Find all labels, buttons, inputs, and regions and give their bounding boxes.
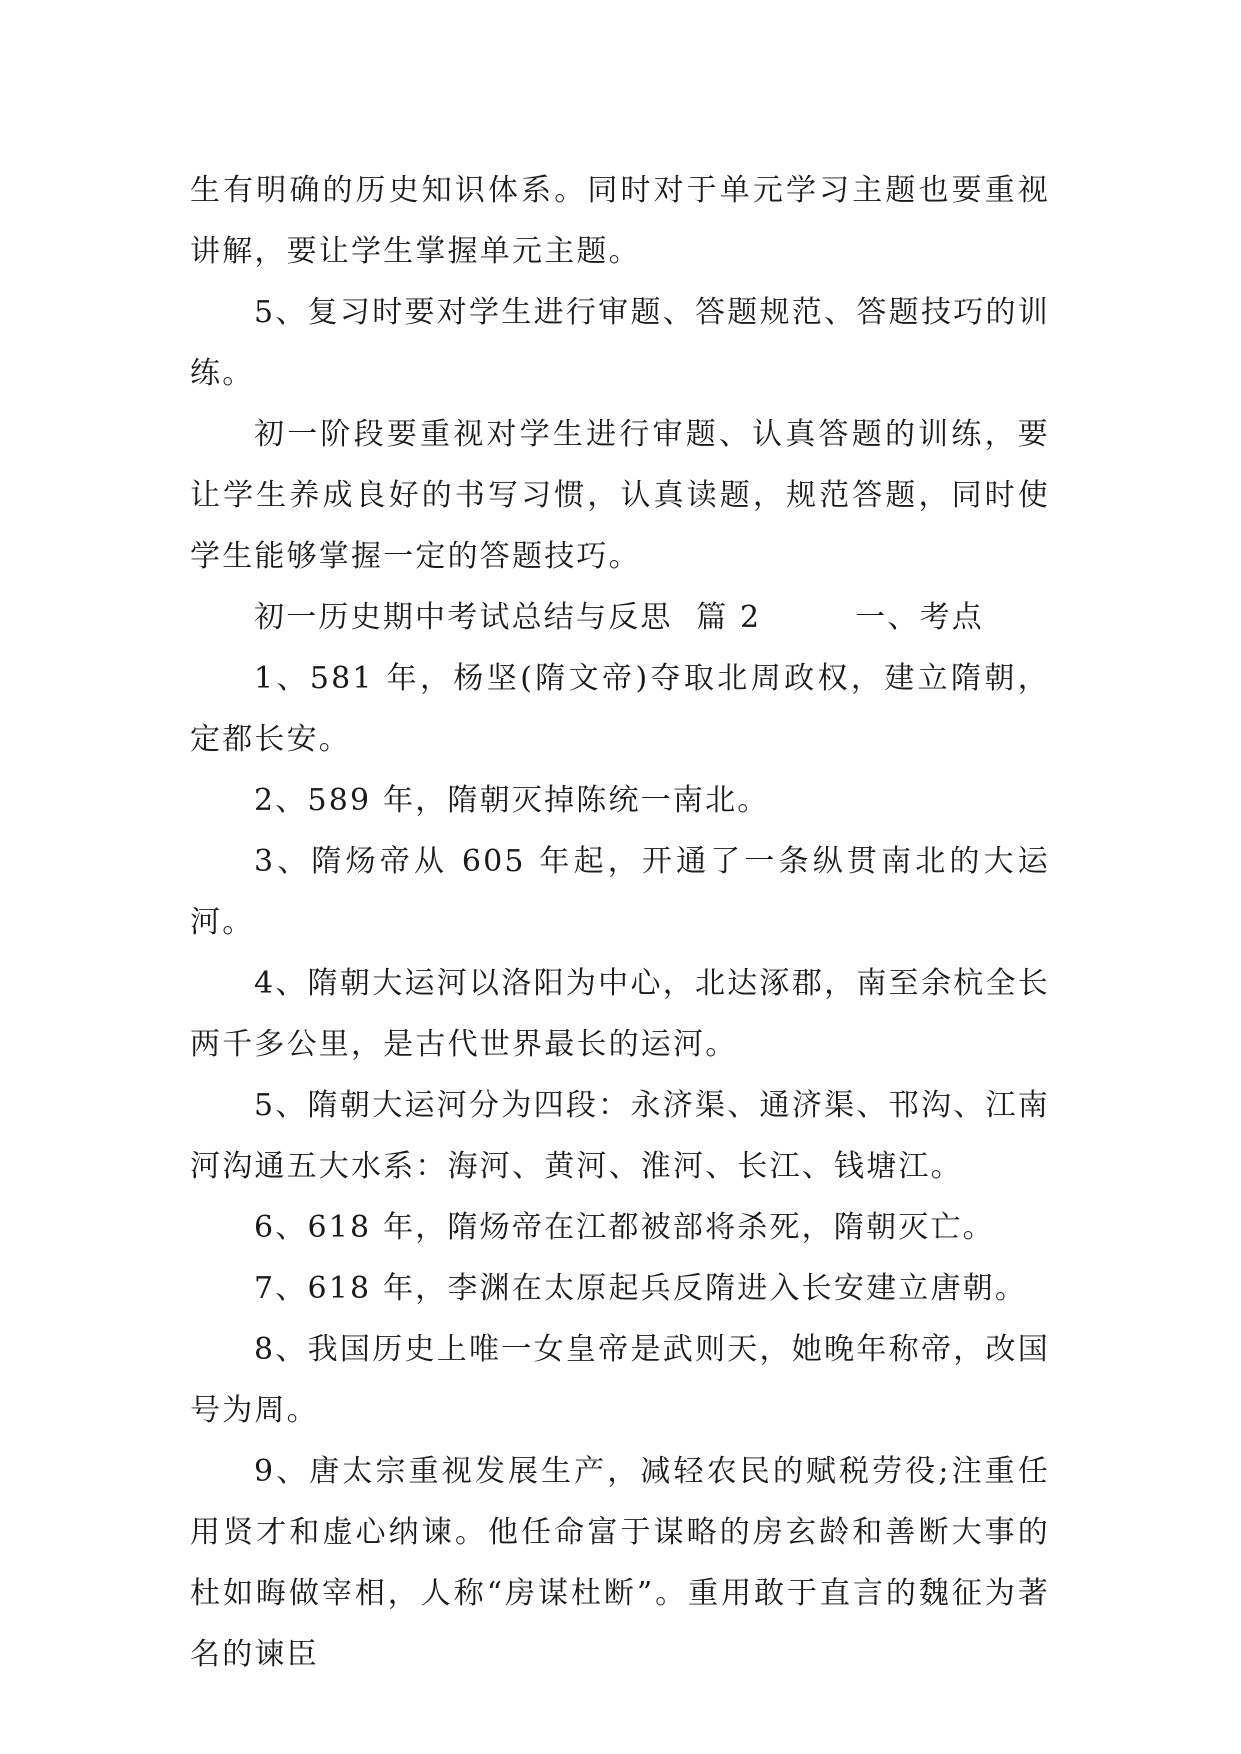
exam-point-6: 6、618 年，隋炀帝在江都被部将杀死，隋朝灭亡。 xyxy=(254,1210,995,1245)
exam-point-5: 5、隋朝大运河分为四段：永济渠、通济渠、邗沟、江南河沟通五大水系：海河、黄河、淮河、长江、钱塘江。 xyxy=(190,1088,1050,1184)
body-text xyxy=(190,160,1050,1685)
exam-point-1: 1、581 年，杨坚(隋文帝)夺取北周政权，建立隋朝，定都长安。 xyxy=(190,661,1050,757)
exam-point-9: 9、唐太宗重视发展生产，减轻农民的赋税劳役;注重任用贤才和虚心纳谏。他任命富于谋略的房玄龄和善断大事的杜如晦做宰相，人称“房谋杜断”。重用敢于直言的魏征为著名的谏臣 xyxy=(190,1454,1050,1672)
exam-point-7: 7、618 年，李渊在太原起兵反隋进入长安建立唐朝。 xyxy=(254,1271,1028,1306)
paragraph-review-item-5: 5、复习时要对学生进行审题、答题规范、答题技巧的训练。 xyxy=(190,295,1050,391)
exam-point-8: 8、我国历史上唯一女皇帝是武则天，她晚年称帝，改国号为周。 xyxy=(190,1332,1050,1428)
exam-point-4: 4、隋朝大运河以洛阳为中心，北达涿郡，南至余杭全长两千多公里，是古代世界最长的运河。 xyxy=(190,966,1050,1062)
paragraph-grade-one-advice: 初一阶段要重视对学生进行审题、认真答题的训练，要让学生养成良好的书写习惯，认真读题，规范答题，同时使学生能够掌握一定的答题技巧。 xyxy=(190,417,1050,574)
exam-point-3: 3、隋炀帝从 605 年起，开通了一条纵贯南北的大运河。 xyxy=(190,844,1050,940)
exam-point-2: 2、589 年，隋朝灭掉陈统一南北。 xyxy=(254,783,770,818)
section-heading: 初一历史期中考试总结与反思 篇 2 一、考点 xyxy=(254,600,984,635)
paragraph-continuation: 生有明确的历史知识体系。同时对于单元学习主题也要重视讲解，要让学生掌握单元主题。 xyxy=(190,173,1050,269)
